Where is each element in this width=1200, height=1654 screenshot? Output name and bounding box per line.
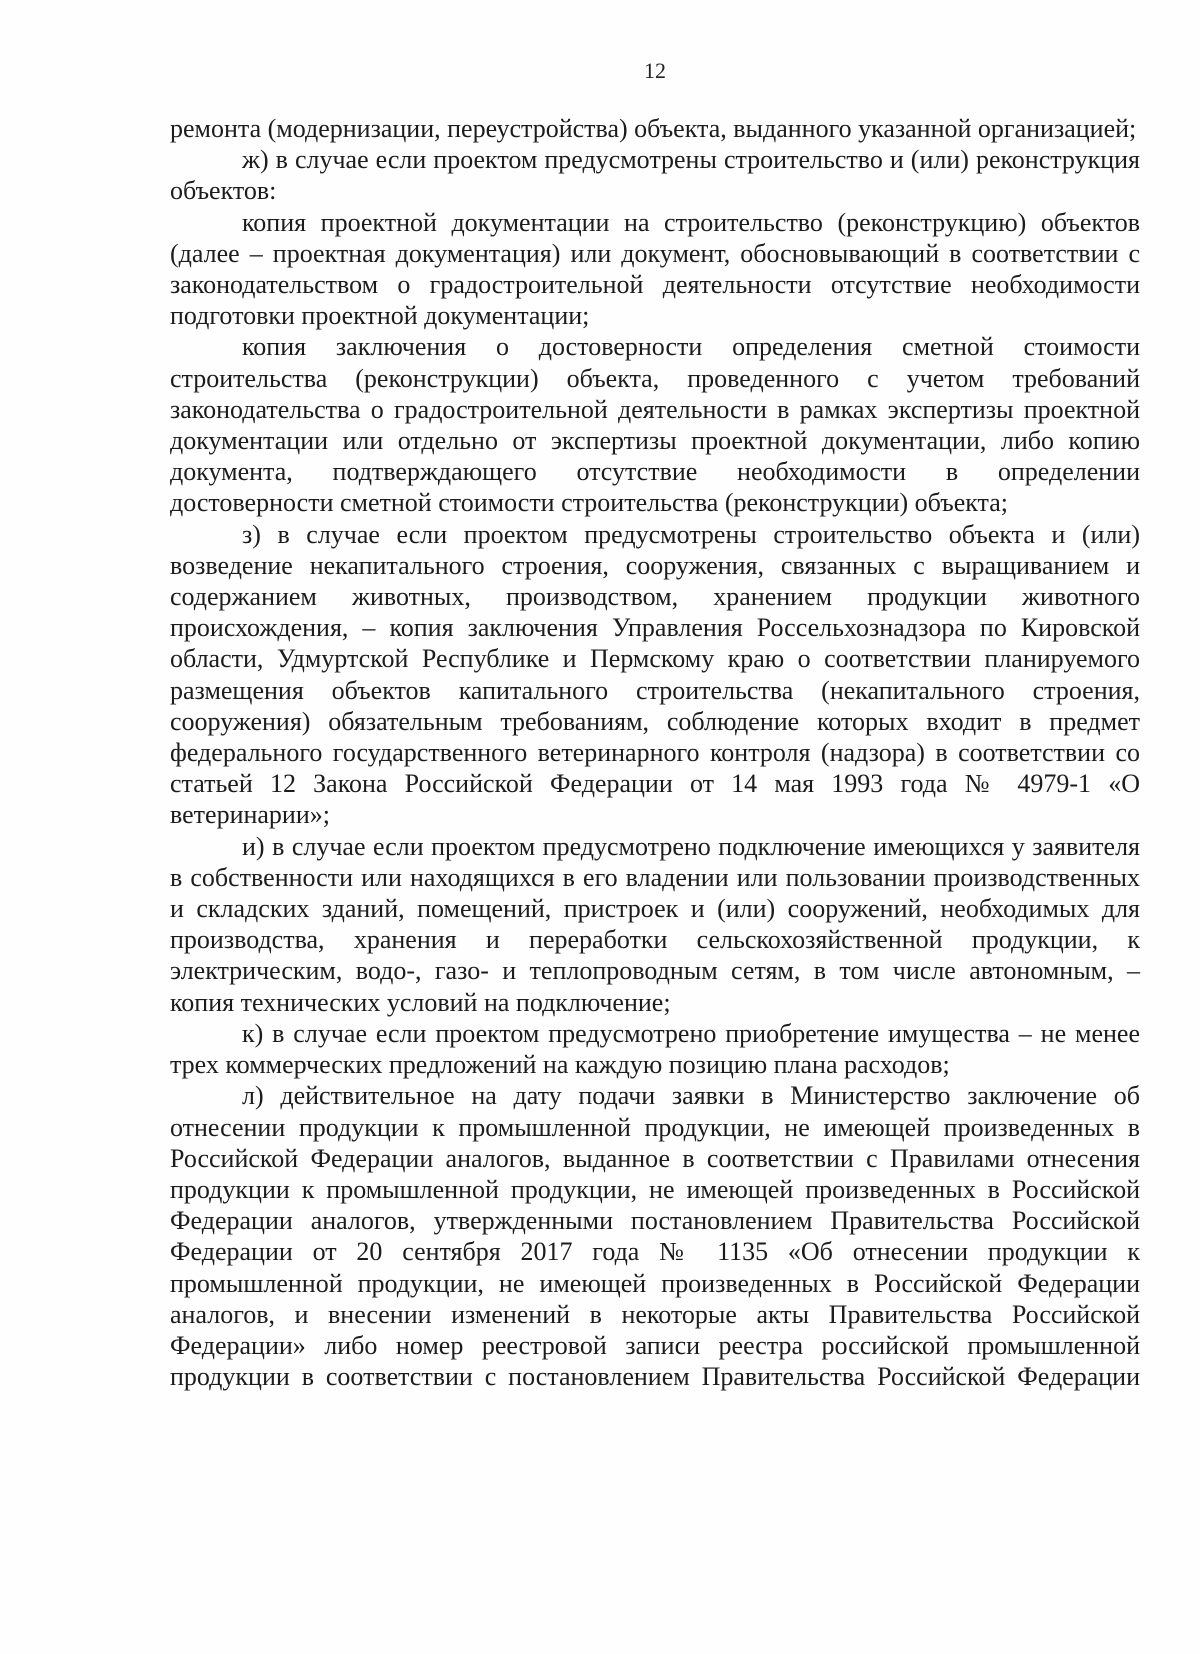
paragraph-item-k: к) в случае если проектом предусмотрено приобретение имущества – не менее трех коммерческих предложений на каждую позицию плана расходов; bbox=[170, 1018, 1140, 1080]
paragraph-item-i: и) в случае если проектом предусмотрено подключение имеющихся у заявителя в собственности или находящихся в его владении или пользовании производственных и складских зданий, помещений, пристроек и (или) сооружений, необходимых для производства, хранения и переработки сельскохозяйственной продукции, к электрическим, водо-, газо- и теплопроводным сетям, в том числе автономным, – копия технических условий на подключение; bbox=[170, 831, 1140, 1017]
paragraph-estimate-conclusion: копия заключения о достоверности определения сметной стоимости строительства (реконструкции) объекта, проведенного с учетом требований законодательства о градостроительной деятельности в рамках экспертизы проектной документации или отдельно от экспертизы проектной документации, либо копию документа, подтверждающего отсутствие необходимости в определении достоверности сметной стоимости строительства (реконструкции) объекта; bbox=[170, 332, 1140, 518]
paragraph-item-zh: ж) в случае если проектом предусмотрены строительство и (или) реконструкция объектов: bbox=[170, 145, 1140, 206]
document-body bbox=[170, 113, 1140, 1392]
paragraph-item-l: л) действительное на дату подачи заявки в Министерство заключение об отнесении продукции к промышленной продукции, не имеющей произведенных в Российской Федерации аналогов, выданное в соответствии с Правилами отнесения продукции к промышленной продукции, не имеющей произведенных в Российской Федерации аналогов, утвержденными постановлением Правительства Российской Федерации от 20 сентября 2017 года № 1135 «Об отнесении продукции к промышленной продукции, не имеющей произведенных в Российской Федерации аналогов, и внесении изменений в некоторые акты Правительства Российской Федерации» либо номер реестровой записи реестра российской промышленной продукции в соответствии с постановлением Правительства Российской Федерации bbox=[170, 1081, 1140, 1392]
page-number: 12 bbox=[644, 58, 666, 83]
paragraph-continuation: ремонта (модернизации, переустройства) объекта, выданного указанной организацией; bbox=[170, 114, 1137, 143]
paragraph-project-docs: копия проектной документации на строительство (реконструкцию) объектов (далее – проектная документация) или документ, обосновывающий в соответствии с законодательством о градостроительной деятельности отсутствие необходимости подготовки проектной документации; bbox=[170, 207, 1140, 331]
paragraph-item-z: з) в случае если проектом предусмотрены строительство объекта и (или) возведение некапитального строения, сооружения, связанных с выращиванием и содержанием животных, производством, хранением продукции животного происхождения, – копия заключения Управления Россельхознадзора по Кировской области, Удмуртской Республике и Пермскому краю о соответствии планируемого размещения объектов капитального строительства (некапитального строения, сооружения) обязательным требованиям, соблюдение которых входит в предмет федерального государственного ветеринарного контроля (надзора) в соответствии со статьей 12 Закона Российской Федерации от 14 мая 1993 года № 4979-1 «О ветеринарии»; bbox=[170, 519, 1140, 830]
